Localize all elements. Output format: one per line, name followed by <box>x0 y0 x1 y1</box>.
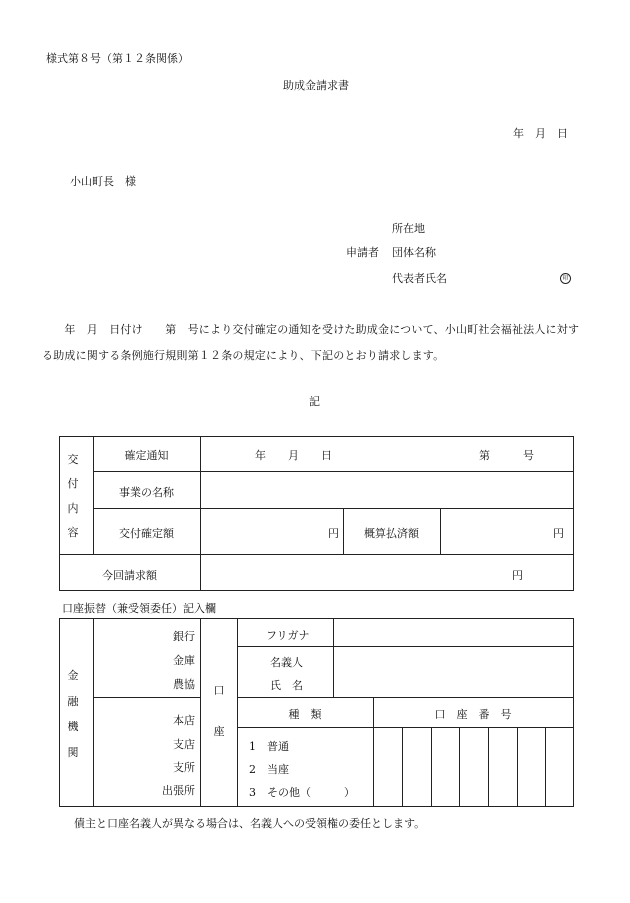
seal-mark: 印 <box>560 273 571 284</box>
request-date: 年 月 日 <box>513 127 568 140</box>
addressee: 小山町長 様 <box>70 175 136 188</box>
applicant-label: 申請者 <box>346 246 379 259</box>
ki-heading: 記 <box>309 395 320 408</box>
confirmed-amount-yen: 円 <box>328 527 339 540</box>
holder-name-label: 氏 名 <box>270 679 303 692</box>
account-label: 口 座 <box>213 684 225 738</box>
grant-section-label: 交 付 内 容 <box>67 453 79 539</box>
current-request-yen: 円 <box>512 569 523 582</box>
form-number: 様式第８号（第１２条関係） <box>46 52 189 65</box>
holder-label: 名義人 <box>270 656 303 669</box>
account-section-title: 口座振替（兼受領委任）記入欄 <box>62 602 216 615</box>
document-title: 助成金請求書 <box>283 79 349 92</box>
footer-note: 債主と口座名義人が異なる場合は、名義人への受領権の委任とします。 <box>74 817 426 830</box>
applicant-address-label: 所在地 <box>392 222 425 235</box>
prepaid-amount-yen: 円 <box>553 527 564 540</box>
branch-type-head: 本店 <box>173 714 195 727</box>
confirmed-amount-label: 交付確定額 <box>119 527 174 540</box>
prepaid-amount-label: 概算払済額 <box>364 527 419 540</box>
branch-type-branch: 支店 <box>173 738 195 751</box>
account-type-ordinary: 1 普通 <box>249 740 289 753</box>
furigana-label: フリガナ <box>266 629 310 642</box>
account-type-header: 種 類 <box>288 708 322 721</box>
financial-institution-label: 金 融 機 関 <box>67 669 79 759</box>
applicant-org-label: 団体名称 <box>392 246 436 259</box>
branch-type-office: 支所 <box>173 761 195 774</box>
project-name-label: 事業の名称 <box>119 486 174 499</box>
confirm-notice-date: 年 月 日 <box>255 449 332 462</box>
inst-type-bank: 銀行 <box>173 630 195 643</box>
inst-type-nokyo: 農協 <box>173 678 195 691</box>
account-type-current: 2 当座 <box>249 763 289 776</box>
applicant-representative-label: 代表者氏名 <box>392 272 447 285</box>
confirm-notice-label: 確定通知 <box>124 449 169 462</box>
inst-type-shinkin: 金庫 <box>173 654 195 667</box>
account-number-header: 口 座 番 号 <box>434 708 512 721</box>
account-type-other: 3 その他（ ） <box>249 786 355 799</box>
current-request-label: 今回請求額 <box>102 569 157 582</box>
branch-type-sub: 出張所 <box>162 784 195 797</box>
request-paragraph: 年 月 日付け 第 号により交付確定の通知を受けた助成金について、小山町社会福祉法人に対する助成に関する条例施行規則第１２条の規定により、下記のとおり請求します。 <box>42 323 580 362</box>
confirm-notice-number: 第 号 <box>479 449 534 462</box>
